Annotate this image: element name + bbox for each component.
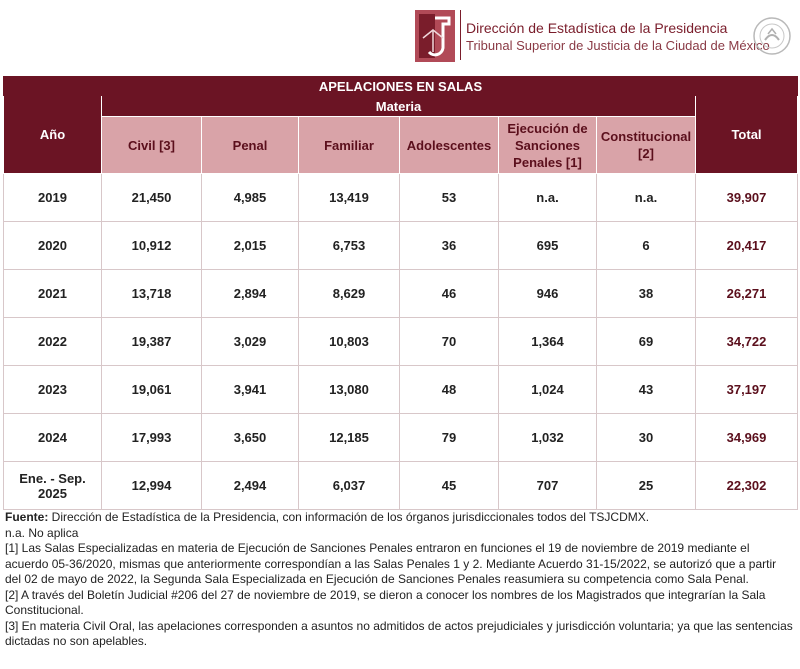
cell-civil: 19,387 [102,318,202,366]
table-row [4,414,798,462]
year-header: Año [4,96,102,174]
cell-constitucional: 43 [597,366,696,414]
column-header-constitucional: Constitucional [2] [597,117,696,174]
cell-constitucional: 30 [597,414,696,462]
table-row [4,462,798,510]
cell-familiar: 6,037 [299,462,400,510]
footnote-2: [2] A través del Boletín Judicial #206 del 27 de noviembre de 2019, se dieron a conocer los nombres de los Magistrados que integrarían la Sala Constitucional. [5,587,766,617]
footnote-1: [1] Las Salas Especializadas en materia de Ejecución de Sanciones Penales entraron en funciones el 19 de noviembre de 2019 mediante el acuerdo 05-36/2020, mismas que anteriormente correspondían a las Salas Penales 1 y 2. Mediante Acuerdo 31-15/2022, se autorizó que a partir del 02 de mayo de 2022, la Segunda Sala Especializada en Ejecución de Sanciones Penales reasumiera su competencia como Sala Penal. [5,541,777,586]
cell-ejecucion: 707 [499,462,597,510]
cell-penal: 3,029 [202,318,299,366]
cell-penal: 2,494 [202,462,299,510]
row-year: 2019 [4,174,102,222]
cell-familiar: 8,629 [299,270,400,318]
cell-civil: 13,718 [102,270,202,318]
page-header [0,0,800,72]
table-row [4,366,798,414]
cell-adolescentes: 79 [400,414,499,462]
row-year: 2021 [4,270,102,318]
cell-adolescentes: 53 [400,174,499,222]
cell-familiar: 6,753 [299,222,400,270]
logo-divider [460,10,461,60]
source-text: Dirección de Estadística de la Presidencia, con información de los órganos jurisdiccionales todos del TSJCDMX. [48,510,650,524]
cell-familiar: 10,803 [299,318,400,366]
cell-penal: 4,985 [202,174,299,222]
tsj-logo-icon [413,8,457,64]
cell-total: 20,417 [696,222,798,270]
cell-penal: 2,015 [202,222,299,270]
cell-familiar: 13,080 [299,366,400,414]
column-header-familiar: Familiar [299,117,400,174]
cell-familiar: 12,185 [299,414,400,462]
row-year: Ene. - Sep. 2025 [4,462,102,510]
cell-total: 34,722 [696,318,798,366]
total-header: Total [696,96,798,174]
cell-adolescentes: 70 [400,318,499,366]
cell-total: 37,197 [696,366,798,414]
appeals-table [3,76,798,510]
source-label: Fuente: [5,510,49,524]
footnote-3: [3] En materia Civil Oral, las apelaciones corresponden a asuntos no admitidos de actos prejudiciales y jurisdicción voluntaria; ya que las sentencias dictadas no son apelables. [5,618,793,648]
row-year: 2024 [4,414,102,462]
cell-civil: 17,993 [102,414,202,462]
cell-ejecucion: 1,032 [499,414,597,462]
cell-constitucional: n.a. [597,174,696,222]
source-note [5,510,795,526]
cell-civil: 12,994 [102,462,202,510]
cell-total: 34,969 [696,414,798,462]
table-row [4,174,798,222]
national-seal-icon [752,16,792,56]
cell-penal: 3,941 [202,366,299,414]
cell-constitucional: 69 [597,318,696,366]
cell-adolescentes: 45 [400,462,499,510]
cell-penal: 3,650 [202,414,299,462]
cell-adolescentes: 48 [400,366,499,414]
row-year: 2022 [4,318,102,366]
cell-constitucional: 6 [597,222,696,270]
table-row [4,318,798,366]
cell-constitucional: 38 [597,270,696,318]
cell-constitucional: 25 [597,462,696,510]
materia-header: Materia [102,96,696,117]
table-row [4,222,798,270]
cell-familiar: 13,419 [299,174,400,222]
row-year: 2023 [4,366,102,414]
na-note: n.a. No aplica [5,525,79,540]
cell-total: 22,302 [696,462,798,510]
table-title: APELACIONES EN SALAS [4,77,798,96]
cell-ejecucion: 1,364 [499,318,597,366]
row-year: 2020 [4,222,102,270]
cell-ejecucion: n.a. [499,174,597,222]
cell-total: 39,907 [696,174,798,222]
header-title: Dirección de Estadística de la Presidencia [466,20,728,36]
footnotes [5,510,795,650]
cell-ejecucion: 1,024 [499,366,597,414]
column-header-civil: Civil [3] [102,117,202,174]
cell-ejecucion: 946 [499,270,597,318]
cell-civil: 21,450 [102,174,202,222]
cell-penal: 2,894 [202,270,299,318]
cell-civil: 19,061 [102,366,202,414]
cell-adolescentes: 36 [400,222,499,270]
table-row [4,270,798,318]
column-header-penal: Penal [202,117,299,174]
cell-civil: 10,912 [102,222,202,270]
cell-ejecucion: 695 [499,222,597,270]
column-header-ejecucion: Ejecución de Sanciones Penales [1] [499,117,597,174]
cell-adolescentes: 46 [400,270,499,318]
header-subtitle: Tribunal Superior de Justicia de la Ciudad de México [466,38,770,53]
column-header-adolescentes: Adolescentes [400,117,499,174]
cell-total: 26,271 [696,270,798,318]
